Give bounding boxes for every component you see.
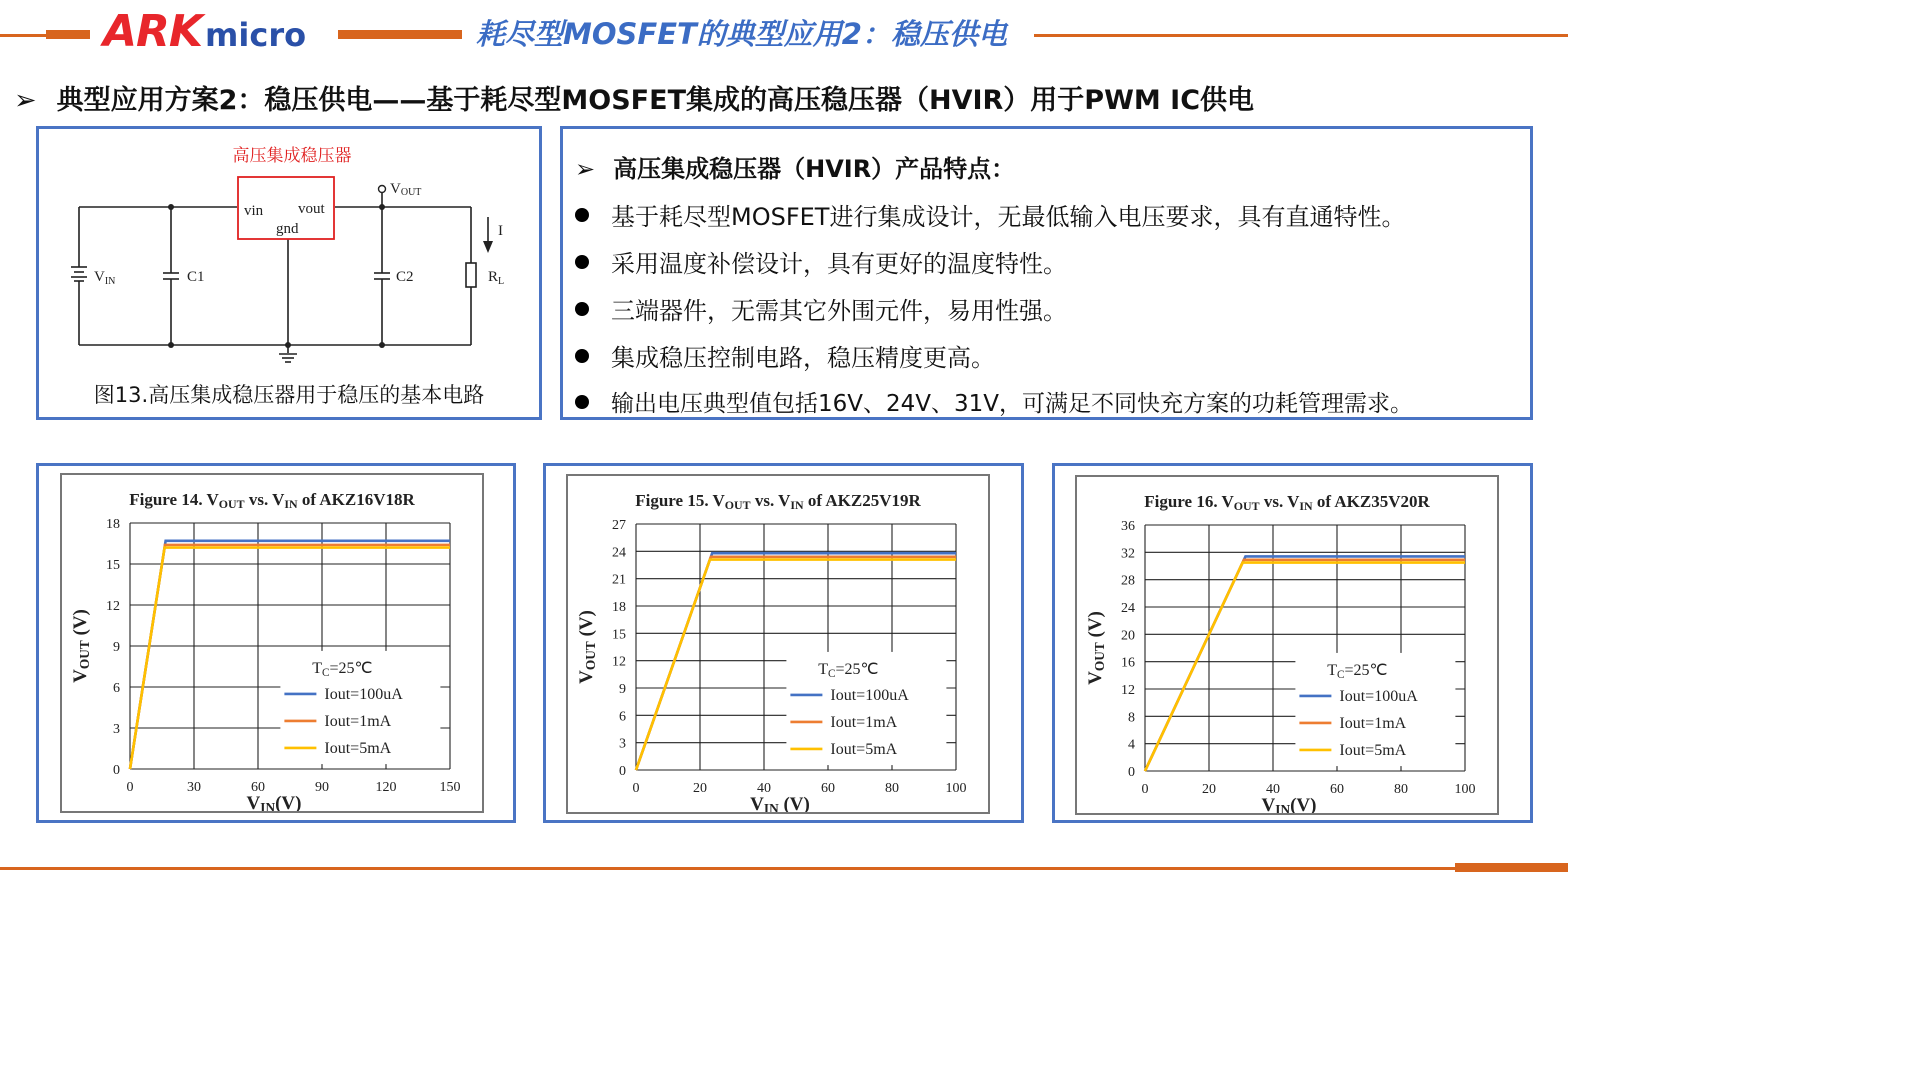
x-tick-label: 40 bbox=[757, 781, 771, 796]
chart-title: Figure 15. VOUT vs. VIN of AKZ25V19R bbox=[635, 491, 921, 512]
y-tick-label: 0 bbox=[113, 763, 120, 778]
y-tick-label: 6 bbox=[113, 681, 120, 696]
chart-frame-2 bbox=[566, 474, 990, 814]
legend-label: Iout=5mA bbox=[1339, 741, 1407, 759]
y-tick-label: 15 bbox=[106, 558, 120, 573]
feature-text: 三端器件，无需其它外围元件，易用性强。 bbox=[611, 297, 1067, 325]
feature-text: 输出电压典型值包括16V、24V、31V，可满足不同快充方案的功耗管理需求。 bbox=[611, 391, 1414, 417]
regulator-title: 高压集成稳压器 bbox=[232, 146, 352, 165]
x-tick-label: 30 bbox=[187, 780, 201, 795]
c1-label: C1 bbox=[187, 269, 205, 285]
y-axis-label: VOUT (V) bbox=[576, 610, 598, 684]
section-subtitle bbox=[14, 78, 1254, 117]
y-tick-label: 27 bbox=[612, 518, 626, 533]
x-tick-label: 20 bbox=[1202, 782, 1216, 797]
chart-title: Figure 16. VOUT vs. VIN of AKZ35V20R bbox=[1144, 492, 1430, 513]
pin-gnd-label: gnd bbox=[276, 221, 299, 237]
x-tick-label: 0 bbox=[126, 780, 134, 795]
chart-figure-15 bbox=[568, 476, 988, 812]
header-line-right bbox=[1034, 34, 1568, 37]
chart-frame-3 bbox=[1075, 475, 1499, 815]
y-tick-label: 8 bbox=[1128, 710, 1135, 726]
y-tick-label: 9 bbox=[113, 640, 120, 655]
feature-item bbox=[575, 197, 1405, 232]
y-axis-label: VOUT (V) bbox=[1085, 611, 1107, 685]
current-label: I bbox=[498, 223, 503, 239]
feature-text: 基于耗尽型MOSFET进行集成设计，无最低输入电压要求，具有直通特性。 bbox=[611, 203, 1406, 231]
chart-panel-3 bbox=[1052, 463, 1533, 823]
bullet-icon bbox=[575, 208, 589, 222]
y-tick-label: 0 bbox=[1128, 765, 1135, 780]
subtitle-text: 典型应用方案2：稳压供电——基于耗尽型MOSFET集成的高压稳压器（HVIR）用于PWM IC供电 bbox=[56, 85, 1255, 116]
x-tick-label: 40 bbox=[1266, 782, 1280, 797]
x-axis-label: VIN (V) bbox=[750, 794, 810, 812]
feature-text: 采用温度补偿设计，具有更好的温度特性。 bbox=[611, 250, 1067, 278]
y-tick-label: 0 bbox=[619, 764, 626, 779]
pin-vin-label: vin bbox=[244, 203, 264, 219]
y-tick-label: 12 bbox=[106, 599, 120, 614]
page-title: 耗尽型MOSFET的典型应用2：稳压供电 bbox=[476, 17, 1007, 51]
chart-figure-14 bbox=[62, 475, 482, 811]
chart-panel-1 bbox=[36, 463, 516, 823]
legend-label: Iout=1mA bbox=[324, 712, 392, 730]
header-line-left bbox=[0, 34, 46, 37]
logo-micro-text: micro bbox=[205, 16, 307, 54]
y-tick-label: 15 bbox=[612, 627, 626, 643]
x-axis-label: VIN(V) bbox=[246, 793, 302, 811]
features-panel bbox=[560, 126, 1533, 420]
feature-text: 集成稳压控制电路，稳压精度更高。 bbox=[611, 344, 995, 372]
capacitor-c1-icon bbox=[163, 273, 179, 279]
chart-panel-2 bbox=[543, 463, 1024, 823]
vout-label: VOUT bbox=[390, 181, 422, 198]
bullet-icon bbox=[575, 395, 589, 409]
temperature-annotation: TC=25℃ bbox=[1327, 661, 1388, 681]
y-tick-label: 28 bbox=[1121, 573, 1135, 589]
y-tick-label: 3 bbox=[619, 736, 626, 752]
legend-label: Iout=100uA bbox=[1339, 687, 1418, 705]
x-tick-label: 80 bbox=[1394, 782, 1408, 797]
y-tick-label: 18 bbox=[612, 600, 626, 615]
x-tick-label: 80 bbox=[885, 781, 899, 796]
y-tick-label: 24 bbox=[1121, 601, 1135, 616]
bullet-icon bbox=[575, 302, 589, 316]
temperature-annotation: TC=25℃ bbox=[818, 660, 879, 680]
battery-icon bbox=[71, 267, 87, 281]
arkmicro-logo bbox=[103, 6, 306, 56]
x-tick-label: 20 bbox=[693, 781, 707, 796]
y-tick-label: 12 bbox=[1121, 683, 1135, 698]
y-tick-label: 32 bbox=[1121, 546, 1135, 562]
x-tick-label: 60 bbox=[1330, 782, 1344, 797]
legend-label: Iout=1mA bbox=[1339, 714, 1407, 732]
y-tick-label: 18 bbox=[106, 517, 120, 532]
legend-label: Iout=5mA bbox=[830, 740, 898, 758]
capacitor-c2-icon bbox=[374, 273, 390, 279]
legend-label: Iout=100uA bbox=[324, 685, 403, 703]
y-tick-label: 9 bbox=[619, 682, 626, 697]
legend-label: Iout=5mA bbox=[324, 739, 392, 757]
y-tick-label: 12 bbox=[612, 654, 626, 670]
x-tick-label: 60 bbox=[251, 780, 265, 795]
x-tick-label: 0 bbox=[632, 781, 640, 796]
logo-ark-text: ARK bbox=[103, 6, 203, 57]
ground-icon bbox=[279, 354, 297, 362]
y-axis-label: VOUT (V) bbox=[70, 609, 92, 683]
x-tick-label: 120 bbox=[375, 780, 397, 795]
x-tick-label: 100 bbox=[1454, 782, 1476, 797]
x-tick-label: 150 bbox=[439, 780, 461, 795]
chart-title: Figure 14. VOUT vs. VIN of AKZ16V18R bbox=[129, 490, 415, 511]
vout-terminal-icon bbox=[379, 186, 386, 193]
current-arrow-icon bbox=[483, 217, 493, 253]
feature-item bbox=[575, 291, 1067, 326]
legend-label: Iout=100uA bbox=[830, 686, 909, 704]
feature-item bbox=[575, 244, 1067, 279]
x-tick-label: 100 bbox=[945, 781, 967, 796]
y-tick-label: 16 bbox=[1121, 655, 1135, 671]
features-title bbox=[575, 149, 1015, 184]
y-tick-label: 36 bbox=[1121, 519, 1135, 534]
y-tick-label: 4 bbox=[1128, 737, 1135, 753]
x-axis-label: VIN(V) bbox=[1261, 795, 1317, 813]
rl-label: $R_L$ bbox=[488, 269, 505, 287]
bullet-icon bbox=[575, 255, 589, 269]
x-tick-label: 0 bbox=[1141, 782, 1149, 797]
bullet-icon bbox=[575, 349, 589, 363]
features-arrow-icon: ➢ bbox=[575, 155, 596, 183]
chart-frame-1 bbox=[60, 473, 484, 813]
resistor-rl-icon bbox=[466, 263, 476, 287]
pin-vout-label: vout bbox=[298, 201, 325, 217]
chart-figure-16 bbox=[1077, 477, 1497, 813]
feature-item bbox=[575, 338, 995, 373]
footer-line bbox=[0, 867, 1568, 870]
subtitle-arrow-icon: ➢ bbox=[14, 85, 37, 116]
circuit-diagram bbox=[39, 129, 539, 417]
header-bar-left bbox=[46, 30, 90, 39]
legend-label: Iout=1mA bbox=[830, 713, 898, 731]
circuit-panel bbox=[36, 126, 542, 420]
y-tick-label: 21 bbox=[612, 572, 626, 588]
x-tick-label: 90 bbox=[315, 780, 329, 795]
temperature-annotation: TC=25℃ bbox=[312, 659, 373, 679]
c2-label: C2 bbox=[396, 269, 414, 285]
footer-bar bbox=[1455, 863, 1568, 872]
y-tick-label: 3 bbox=[113, 722, 120, 737]
x-tick-label: 60 bbox=[821, 781, 835, 796]
vin-label: $V_{IN}$ bbox=[94, 269, 116, 287]
y-tick-label: 6 bbox=[619, 709, 626, 725]
y-tick-label: 20 bbox=[1121, 628, 1135, 644]
header-bar-mid bbox=[338, 30, 462, 39]
features-title-text: 高压集成稳压器（HVIR）产品特点： bbox=[613, 155, 1016, 183]
circuit-caption: 图13.高压集成稳压器用于稳压的基本电路 bbox=[93, 383, 485, 407]
y-tick-label: 24 bbox=[612, 545, 626, 561]
feature-item bbox=[575, 385, 1413, 418]
